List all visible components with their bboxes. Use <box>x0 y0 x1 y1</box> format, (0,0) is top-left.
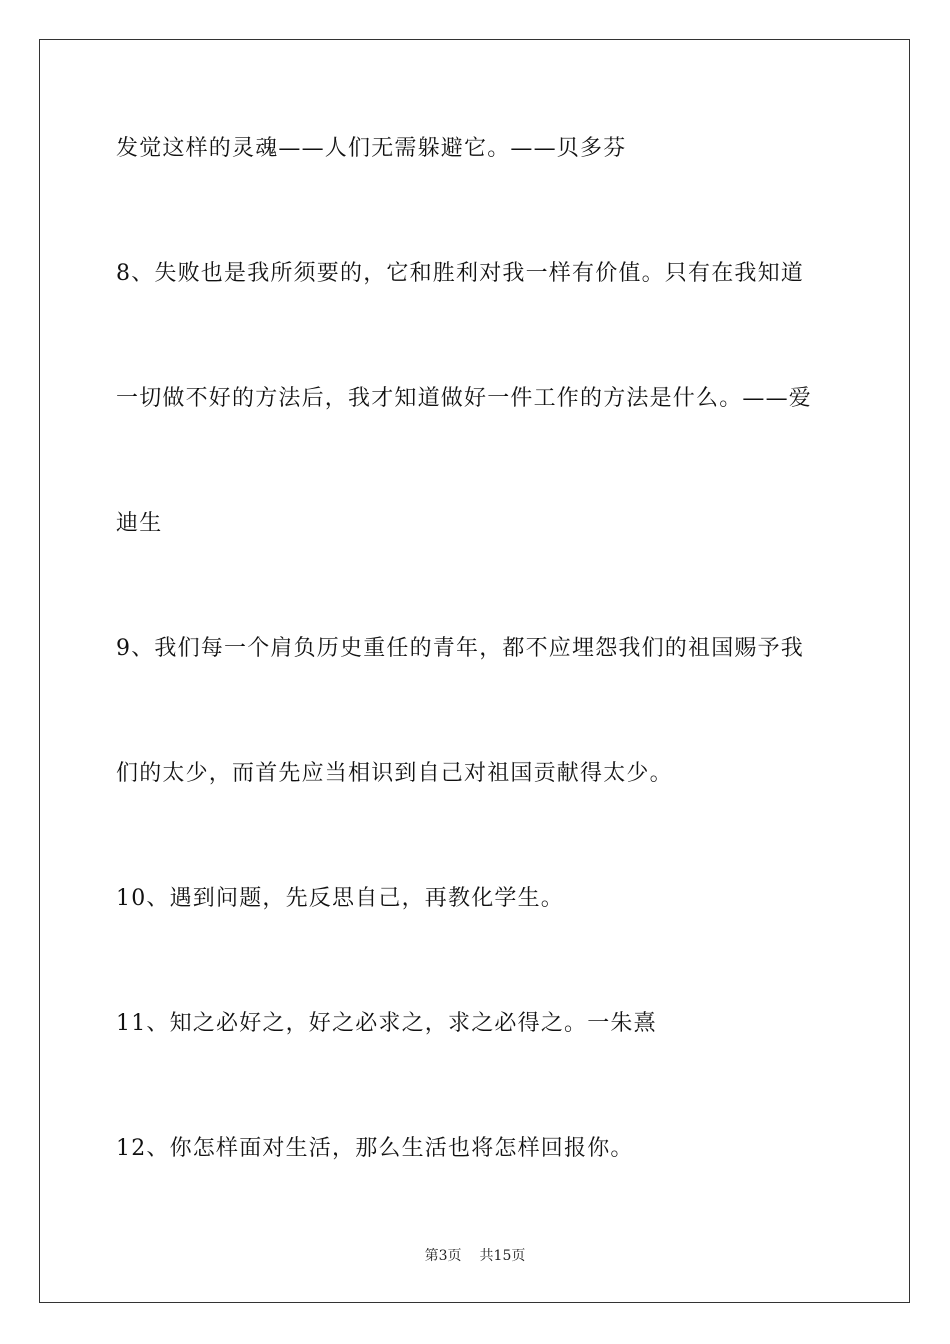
text-line-2: 8、失败也是我所须要的，它和胜利对我一样有价值。只有在我知道 <box>116 261 804 286</box>
text-line-8: 11、知之必好之，好之必求之，求之必得之。一朱熹 <box>116 1011 657 1036</box>
page-border <box>39 39 910 1303</box>
text-line-3: 一切做不好的方法后，我才知道做好一件工作的方法是什么。——爱 <box>116 386 813 411</box>
text-line-1: 发觉这样的灵魂——人们无需躲避它。——贝多芬 <box>116 136 627 161</box>
text-line-4: 迪生 <box>116 511 163 536</box>
text-line-9: 12、你怎样面对生活，那么生活也将怎样回报你。 <box>116 1136 634 1161</box>
text-line-6: 们的太少，而首先应当相识到自己对祖国贡献得太少。 <box>116 761 673 786</box>
text-line-7: 10、遇到问题，先反思自己，再教化学生。 <box>116 886 564 911</box>
page-total: 共15页 <box>479 1248 526 1264</box>
text-line-5: 9、我们每一个肩负历史重任的青年，都不应埋怨我们的祖国赐予我 <box>116 636 804 661</box>
page-number: 第3页 <box>424 1248 462 1264</box>
page-footer <box>0 1246 950 1266</box>
